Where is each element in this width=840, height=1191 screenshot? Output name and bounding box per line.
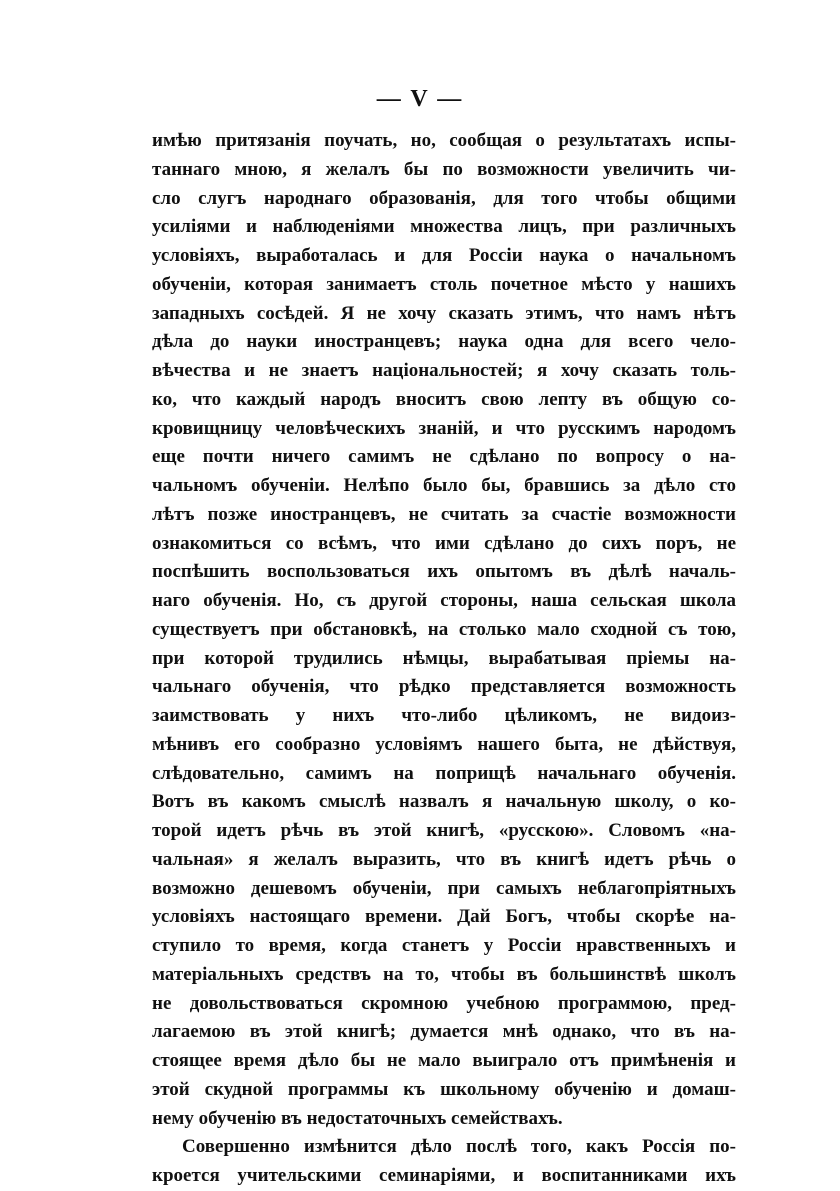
- paragraph-start-line: Совершенно измѣнится дѣло послѣ того, какъ Россія по-: [182, 1136, 736, 1158]
- text-line: лагаемою въ этой книгѣ; думается мнѣ однако, что въ на-: [152, 1021, 736, 1043]
- text-line: условіяхъ, выработалась и для Россіи наука о начальномъ: [152, 245, 736, 266]
- text-line: заимствовать у нихъ что-либо цѣликомъ, не видоиз-: [152, 705, 736, 726]
- text-line: еще почти ничего самимъ не сдѣлано по вопросу о на-: [152, 446, 736, 468]
- text-line: нему обученію въ недостаточныхъ семействахъ.: [152, 1107, 563, 1129]
- text-line: лѣтъ позже иностранцевъ, не считать за счастіе возможности: [152, 503, 736, 525]
- text-line: не довольствоваться скромною учебною программою, пред-: [152, 992, 736, 1014]
- text-line: ознакомиться со всѣмъ, что ими сдѣлано до сихъ поръ, не: [152, 532, 736, 554]
- text-line: при которой трудились нѣмцы, вырабатывая пріемы на-: [152, 647, 736, 669]
- text-line: чальная» я желалъ выразить, что въ книгѣ идетъ рѣчь о: [152, 848, 736, 870]
- text-line: вѣчества и не знаетъ національностей; я хочу сказать толь-: [152, 360, 736, 381]
- text-line: условіяхъ настоящаго времени. Дай Богъ, чтобы скорѣе на-: [152, 906, 736, 928]
- text-line: существуетъ при обстановкѣ, на столько мало сходной съ тою,: [152, 618, 736, 640]
- text-line: чальнаго обученія, что рѣдко представляется возможность: [152, 676, 736, 698]
- text-line: чальномъ обученіи. Нелѣпо было бы, бравшись за дѣло сто: [152, 475, 736, 496]
- text-line: имѣю притязанія поучать, но, сообщая о результатахъ испы-: [152, 130, 736, 151]
- text-line: сло слугъ народнаго образованія, для того чтобы общими: [152, 187, 736, 209]
- text-line: слѣдовательно, самимъ на поприщѣ начальнаго обученія.: [152, 762, 736, 784]
- page-number: — V —: [376, 86, 464, 112]
- text-line: стоящее время дѣло бы не мало выиграло отъ примѣненія и: [152, 1050, 736, 1071]
- text-line: мѣнивъ его сообразно условіямъ нашего быта, не дѣйствуя,: [152, 733, 736, 755]
- text-line: поспѣшить воспользоваться ихъ опытомъ въ дѣлѣ началь-: [152, 561, 736, 583]
- text-line: усиліями и наблюденіями множества лицъ, при различныхъ: [152, 216, 736, 238]
- text-line: наго обученія. Но, съ другой стороны, наша сельская школа: [152, 590, 736, 611]
- text-line: торой идетъ рѣчь въ этой книгѣ, «русскою». Словомъ «на-: [152, 820, 736, 841]
- text-line: возможно дешевомъ обученіи, при самыхъ неблагопріятныхъ: [152, 877, 736, 899]
- text-line: этой скудной программы къ школьному обученію и домаш-: [152, 1078, 736, 1100]
- body-text: [152, 127, 736, 1191]
- text-line: таннаго мною, я желалъ бы по возможности увеличить чи-: [152, 158, 736, 180]
- text-line: ступило то время, когда станетъ у Россіи нравственныхъ и: [152, 935, 736, 956]
- text-line: кровищницу человѣческихъ знаній, и что русскимъ народомъ: [152, 417, 736, 439]
- text-line: кроется учительскими семинаріями, и воспитанниками ихъ: [152, 1165, 736, 1186]
- text-line: Вотъ въ какомъ смыслѣ назвалъ я начальную школу, о ко-: [152, 791, 736, 813]
- text-line: матеріальныхъ средствъ на то, чтобы въ большинствѣ школъ: [152, 963, 736, 985]
- text-line: ко, что каждый народъ вноситъ свою лепту въ общую со-: [152, 388, 736, 410]
- text-line: западныхъ сосѣдей. Я не хочу сказать этимъ, что намъ нѣтъ: [152, 302, 736, 324]
- text-line: обученіи, которая занимаетъ столь почетное мѣсто у нашихъ: [152, 273, 736, 295]
- text-line: дѣла до науки иностранцевъ; наука одна для всего чело-: [152, 331, 736, 353]
